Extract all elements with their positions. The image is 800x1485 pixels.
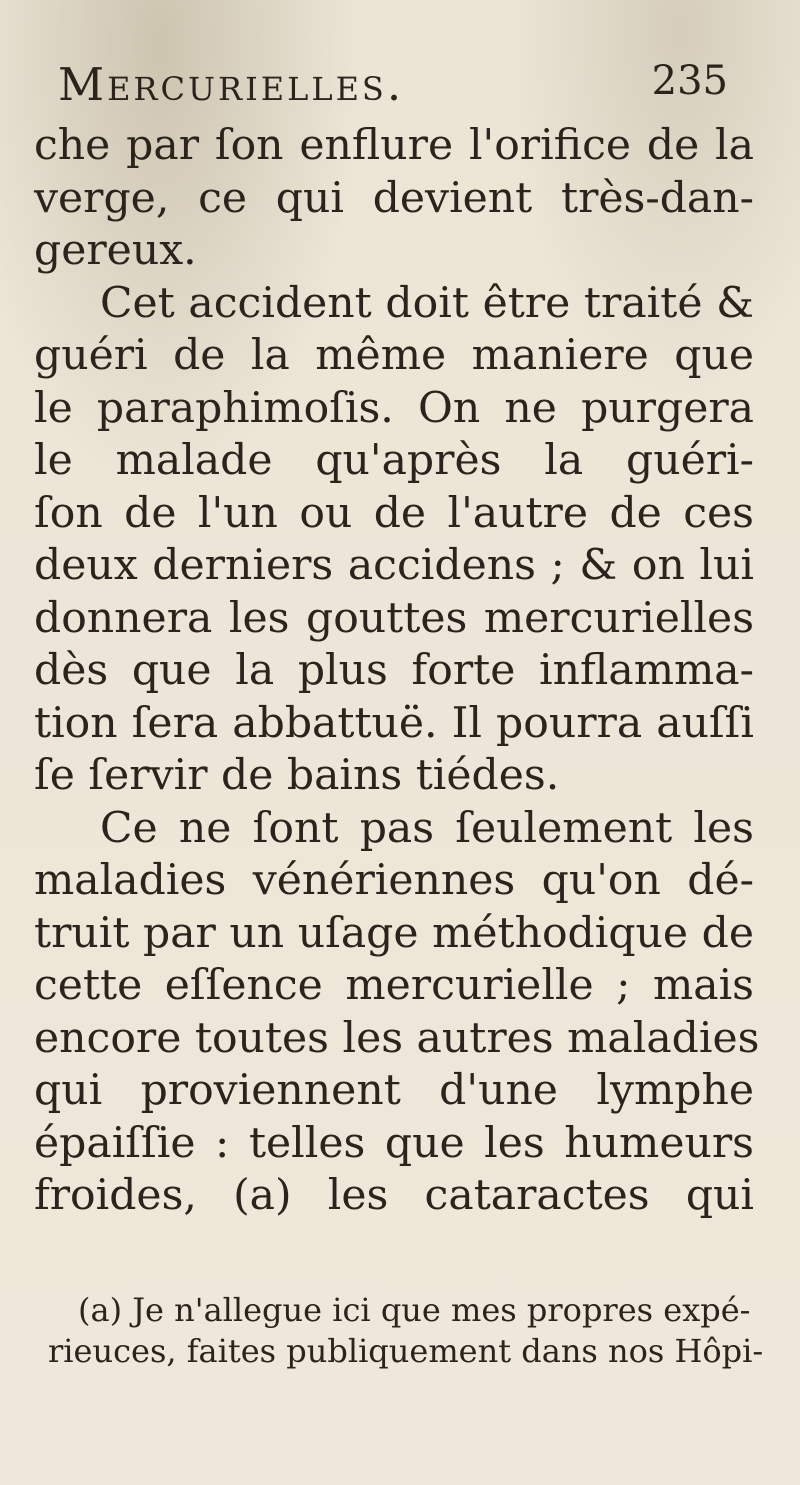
body-text <box>34 120 760 1223</box>
text-line: Ce ne ſont pas ſeulement les <box>100 803 754 853</box>
text-line: ſon de l'un ou de l'autre de ces <box>34 488 754 538</box>
text-line: le paraphimoſis. On ne purgera <box>34 383 754 433</box>
running-title: Mercurielles. <box>58 58 405 111</box>
text-line: cette eſſence mercurielle ; mais <box>34 961 754 1010</box>
text-line: dès que la plus forte inflamma- <box>34 646 754 695</box>
footnote-line: rieuces, faites publiquement dans nos Hôpi- <box>48 1332 764 1370</box>
text-line: froides, (a) les cataractes qui <box>34 1171 754 1220</box>
text-line: ſe ſervir de bains tiédes. <box>34 751 560 800</box>
text-line: truit par un uſage méthodique de <box>34 908 754 958</box>
text-line: qui proviennent d'une lymphe <box>34 1066 754 1115</box>
text-line: épaiſſie : telles que les humeurs <box>34 1118 754 1168</box>
text-line: maladies vénériennes qu'on dé- <box>34 856 754 905</box>
text-line: che par ſon enflure l'orifice de la <box>34 121 754 170</box>
page-header <box>58 58 728 111</box>
text-line: donnera les gouttes mercurielles <box>34 593 754 643</box>
text-line: encore toutes les autres maladies <box>34 1013 760 1063</box>
footnote-line: (a) Je n'allegue ici que mes propres expé- <box>78 1291 751 1329</box>
text-line: gereux. <box>34 226 197 275</box>
text-line: guéri de la même maniere que <box>34 331 754 380</box>
text-line: le malade qu'après la guéri- <box>34 436 754 485</box>
text-line: deux derniers accidens ; & on lui <box>34 541 754 590</box>
text-line: verge, ce qui devient très-dan- <box>34 173 754 223</box>
footnote <box>48 1290 764 1372</box>
page-number: 235 <box>651 58 728 104</box>
text-line: Cet accident doit être traité & <box>100 278 754 328</box>
text-line: tion ſera abbattuë. Il pourra auſſi <box>34 698 754 748</box>
